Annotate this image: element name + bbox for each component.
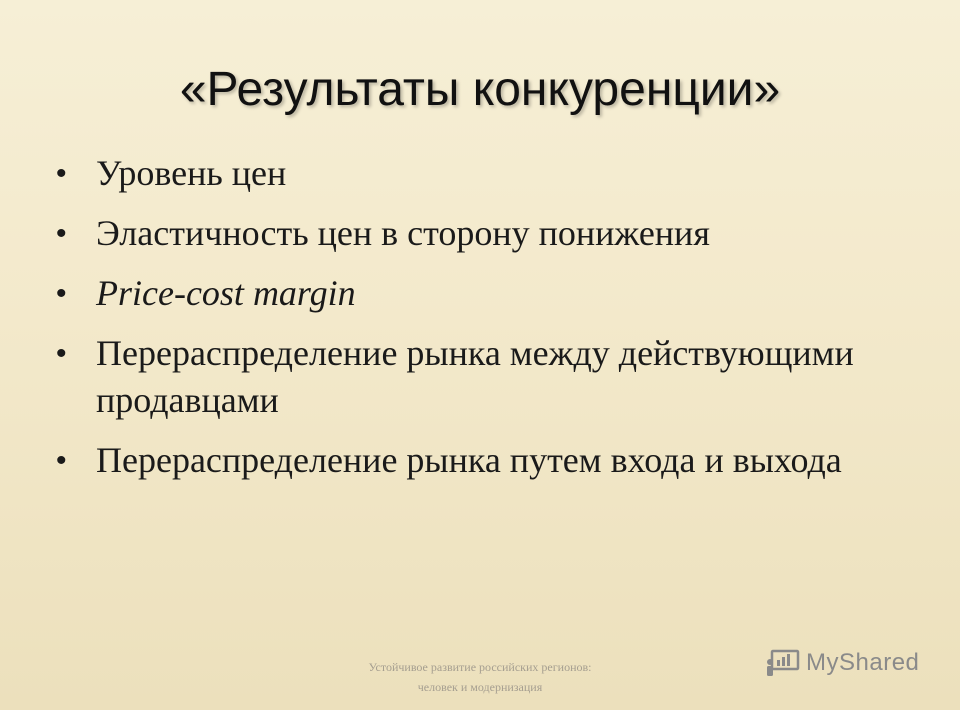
bullet-dot: • <box>56 217 67 250</box>
bullet-dot: • <box>56 337 67 370</box>
bullet-item <box>56 210 876 257</box>
bullet-list <box>56 150 876 497</box>
bullet-item <box>56 150 876 197</box>
bullet-dot: • <box>56 277 67 310</box>
bullet-item <box>56 437 876 484</box>
bullet-text: Перераспределение рынка между действующими продавцами <box>96 333 854 420</box>
watermark-text: MyShared <box>806 649 920 676</box>
bullet-item <box>56 270 876 317</box>
myshared-logo[interactable] <box>766 645 926 681</box>
bullet-item <box>56 330 876 424</box>
slide-footer: Устойчивое развитие российских регионов: человек и модернизация <box>368 660 592 694</box>
chalkboard-presenter-icon <box>766 648 800 678</box>
bullet-dot: • <box>56 444 67 477</box>
bullet-text: Перераспределение рынка путем входа и выхода <box>96 440 842 480</box>
slide-title: «Результаты конкуренции» <box>179 63 781 116</box>
bullet-text: Price-cost margin <box>96 273 356 313</box>
bullet-text: Эластичность цен в сторону понижения <box>96 213 710 253</box>
bullet-text: Уровень цен <box>96 153 287 193</box>
bullet-dot: • <box>56 157 67 190</box>
